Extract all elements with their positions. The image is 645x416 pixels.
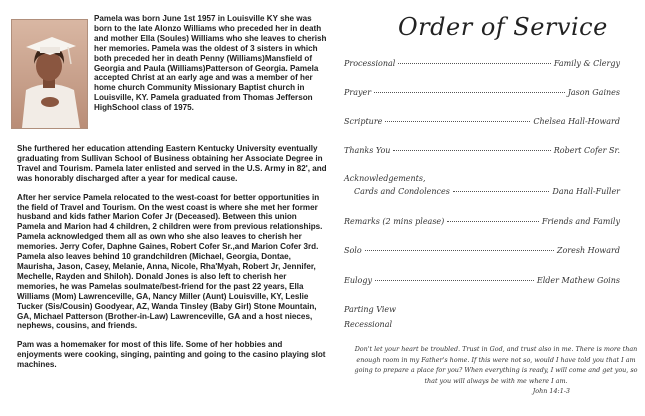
order-of-service-panel [338, 0, 638, 416]
service-item-recessional: Recessional [344, 320, 393, 329]
service-item-acknowledgements-label: Acknowledgements, [344, 174, 426, 183]
dot-leader [447, 221, 539, 222]
bio-paragraph-hobbies: Pam was a homemaker for most of this life. Some of her hobbies and enjoyments were cooking, singing, painting and going to the casino playing slot machines. [17, 340, 326, 370]
service-item-value: Jason Gaines [567, 88, 620, 97]
service-item-label: Remarks (2 mins please) [344, 217, 445, 226]
service-item-value: Chelsea Hall-Howard [533, 117, 620, 126]
scripture-reference: John 14:1-3 [532, 387, 570, 396]
portrait-photo [12, 20, 87, 128]
scripture-quote-text: Don't let your heart be troubled. Trust in God, and trust also in me. There is more than enough room in my Father's home. If this were not so, would I have told you that I am going to prepare a place for you? When everything is ready, I will come and get you, so that you will always be with me where I am. [354, 345, 638, 385]
order-of-service-title: Order of Service [398, 13, 608, 41]
service-item-value: Elder Mathew Goins [536, 276, 620, 285]
dot-leader [365, 250, 554, 251]
service-item-processional [344, 59, 620, 68]
service-item-label: Processional [344, 59, 396, 68]
bio-paragraph-education: She furthered her education attending Eastern Kentucky University eventually graduating from Sullivan School of Business obtaining her Associate Degree in Travel and Tourism. Pamela later enlisted and served in the U.S. Army in 82', and was honorably discharged after a year for medical cause. [17, 144, 327, 183]
dot-leader [398, 63, 551, 64]
dot-leader [374, 92, 565, 93]
dot-leader [385, 121, 530, 122]
service-item-value: Friends and Family [541, 217, 620, 226]
dot-leader [375, 280, 534, 281]
service-item-label: Solo [344, 246, 362, 255]
service-item-label: Eulogy [344, 276, 373, 285]
service-item-value: Zoresh Howard [556, 246, 620, 255]
service-item-thanks [344, 146, 620, 155]
service-item-solo [344, 246, 620, 255]
service-item-parting-view: Parting View [344, 305, 396, 314]
service-item-acknowledgements [354, 187, 620, 196]
service-item-remarks [344, 217, 620, 226]
bio-paragraph-family: After her service Pamela relocated to the west-coast for better opportunities in the field of Travel and Tourism. On the west coast is where she met her former husband and kids father Marion Cofer Jr (Deceased). Between this union Pamela and Marion had 4 children, 2 children were from previous relationships. Pamela acknowledged them all as own who she also leaves to cherish her memories. Jerry Cofer, Daphne Gaines, Robert Cofer Sr.,and Marion Cofer 3rd. Pamela also leaves behind 10 grandchildren (Michael, Georgia, Dontae, Maurisha, Jason, Casey, Melanie, Anna, Nicole, Rha'Myah, Robert Jr, Jennifer, Mechelle, Rayden and Shiloh). Donald Jones is also left to cherish her memories, he was Pamelas soulmate/best-friend for the past 22 years, Ella Williams (Mom) Lawrenceville, GA, Nancy Miller (Aunt) Louisville, KY, Leslie Tucker (Sis/Cousin) Goodyear, AZ, Wanda Tinsley (Baby Girl) Stone Mountain, GA, Michael Patterson (Brother-in-Law) Lawrenceville, GA and a host nieces, nephews, cousins, and friends. [17, 192, 323, 331]
service-item-label: Thanks You [344, 146, 391, 155]
dot-leader [453, 191, 550, 192]
bio-intro: Pamela was born June 1st 1957 in Louisville KY she was born to the late Alonzo Williams who preceded her in death and mother Ella (Soules) Williams who she leaves to cherish her memories. Pamela was the oldest of 3 sisters in which both preceded her in death Penny (Williams)Mansfield of Georgia and Paula (Williams)Patterson of Georgia. Pamela accepted Christ at an early age and was a member of her home church Community Missionary Baptist church in Louisville, KY. Pamela graduated from Thomas Jefferson HighSchool class of 1975. [94, 14, 327, 113]
scripture-quote [352, 344, 640, 397]
service-item-label: Prayer [344, 88, 372, 97]
service-item-prayer [344, 88, 620, 97]
service-item-eulogy [344, 276, 620, 285]
service-item-value: Dana Hall-Fuller [552, 187, 620, 196]
service-item-label: Scripture [344, 117, 383, 126]
service-item-scripture [344, 117, 620, 126]
graduate-portrait-image [12, 20, 87, 128]
service-item-value: Family & Clergy [553, 59, 620, 68]
service-item-label: Cards and Condolences [354, 187, 450, 196]
dot-leader [393, 150, 550, 151]
bio-body [17, 144, 327, 379]
service-item-value: Robert Cofer Sr. [553, 146, 620, 155]
